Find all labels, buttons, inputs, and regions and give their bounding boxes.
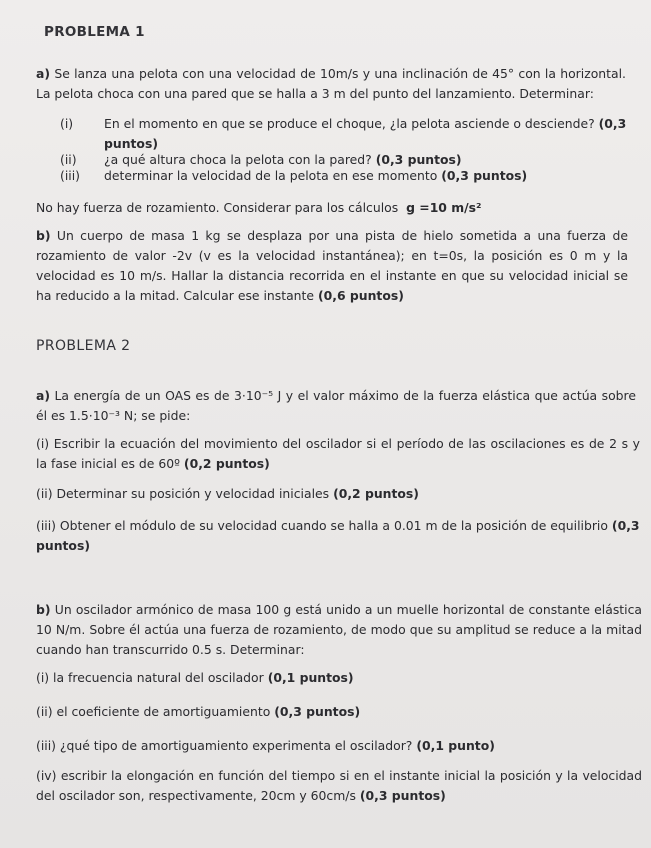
item-points: (0,3 puntos) xyxy=(441,168,528,183)
item-text: (iv) escribir la elongación en función del tiempo si en el instante inicial la posición y la velocidad del oscilador son, respectivamente, 20cm y 60cm/s xyxy=(36,768,642,803)
p2b-item-i xyxy=(36,668,640,688)
p1-item-iii xyxy=(60,166,630,186)
item-text: (ii) Determinar su posición y velocidad iniciales xyxy=(36,486,330,501)
item-text: (i) la frecuencia natural del oscilador xyxy=(36,670,264,685)
problem-1-title: PROBLEMA 1 xyxy=(44,24,145,40)
item-points: (0,3 puntos) xyxy=(36,518,640,553)
problem-1-part-a xyxy=(36,64,626,104)
force-value: 1.5·10⁻³ xyxy=(69,408,120,423)
item-points: (0,3 puntos) xyxy=(104,116,627,151)
part-b-points: (0,6 puntos) xyxy=(317,288,404,303)
part-b-label: b) xyxy=(36,602,51,617)
part-a-text-3: N; se pide: xyxy=(123,408,191,423)
part-a-label: a) xyxy=(36,66,51,81)
item-text: (iii) Obtener el módulo de su velocidad cuando se halla a 0.01 m de la posición de equilibrio xyxy=(36,518,608,533)
part-a-text: Se lanza una pelota con una velocidad de 10m/s y una inclinación de 45° con la horizontal. La pelota choca con una pared que se halla a 3 m del punto del lanzamiento. Determinar: xyxy=(36,66,626,101)
item-number: (iii) xyxy=(60,168,80,183)
p2b-item-iii xyxy=(36,736,640,756)
problem-2-title: PROBLEMA 2 xyxy=(36,338,131,354)
problem-2-part-b xyxy=(36,600,642,660)
item-points: (0,3 puntos) xyxy=(274,704,361,719)
item-text: determinar la velocidad de la pelota en ese momento xyxy=(104,168,438,183)
item-text: ¿a qué altura choca la pelota con la pared? xyxy=(104,152,372,167)
item-points: (0,2 puntos) xyxy=(183,456,270,471)
item-points: (0,1 punto) xyxy=(416,738,495,753)
part-a-text-1: La energía de un OAS es de xyxy=(54,388,230,403)
part-a-label: a) xyxy=(36,388,51,403)
item-text: (i) Escribir la ecuación del movimiento del oscilador si el período de las oscilaciones es de 2 s y la fase inicial es de 60º xyxy=(36,436,640,471)
part-b-text: Un oscilador armónico de masa 100 g está unido a un muelle horizontal de constante elástica 10 N/m. Sobre él actúa una fuerza de rozamiento, de modo que su amplitud se reduce a la mitad cuando han transcurrido 0.5 s. Determinar: xyxy=(36,602,642,657)
friction-note-text: No hay fuerza de rozamiento. Considerar para los cálculos xyxy=(36,200,399,215)
energy-value: 3·10⁻⁵ xyxy=(234,388,274,403)
gravity-value: g =10 m/s² xyxy=(406,200,482,215)
item-number: (ii) xyxy=(60,152,77,167)
part-b-label: b) xyxy=(36,228,51,243)
part-a-text-2: J y el valor máximo de la fuerza elástica que actúa sobre él es xyxy=(36,388,636,423)
problem-1-part-b xyxy=(36,226,628,306)
item-points: (0,3 puntos) xyxy=(375,152,462,167)
item-text: (ii) el coeficiente de amortiguamiento xyxy=(36,704,271,719)
item-text: En el momento en que se produce el choque, ¿la pelota asciende o desciende? xyxy=(104,116,595,131)
p2a-item-iii xyxy=(36,516,640,556)
item-points: (0,1 puntos) xyxy=(267,670,354,685)
p2a-item-ii xyxy=(36,484,640,504)
p2b-item-iv xyxy=(36,766,642,806)
part-b-text: Un cuerpo de masa 1 kg se desplaza por una pista de hielo sometida a una fuerza de rozamiento de valor -2v (v es la velocidad instantánea); en t=0s, la posición es 0 m y la velocidad es 10 m/s. Hallar la distancia recorrida en el instante en que su velocidad inicial se ha reducido a la mitad. Calcular ese instante xyxy=(36,228,628,303)
item-text: (iii) ¿qué tipo de amortiguamiento experimenta el oscilador? xyxy=(36,738,413,753)
p2b-item-ii xyxy=(36,702,640,722)
p2a-item-i xyxy=(36,434,640,474)
item-points: (0,3 puntos) xyxy=(359,788,446,803)
item-number: (i) xyxy=(60,116,74,131)
p1-item-i xyxy=(60,114,630,154)
friction-note xyxy=(36,198,626,218)
problem-2-part-a xyxy=(36,386,636,426)
item-points: (0,2 puntos) xyxy=(333,486,419,501)
